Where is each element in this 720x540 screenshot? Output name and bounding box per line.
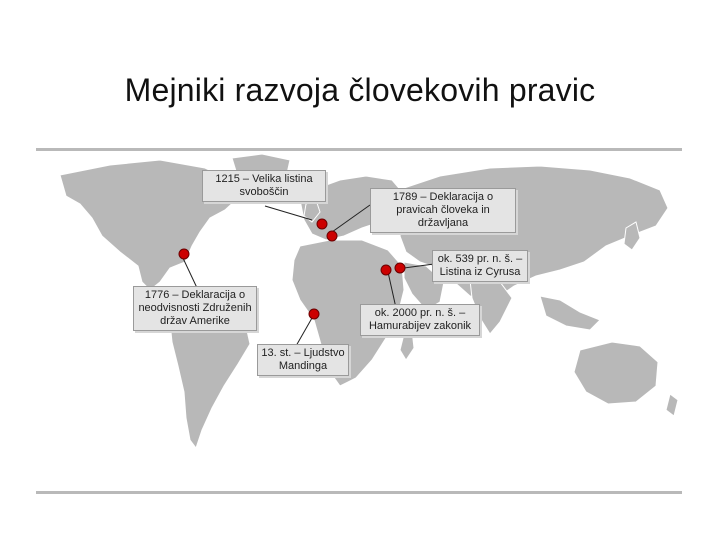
bottom-divider (36, 491, 682, 494)
new-zealand (666, 394, 678, 416)
marker-hammurabi (381, 265, 391, 275)
marker-cyrus (395, 263, 405, 273)
leader-manden (296, 318, 312, 346)
label-french-declaration: 1789 – Deklaracija o pravicah človeka in državljana (370, 188, 516, 233)
southeast-asia (540, 296, 600, 330)
label-cyrus: ok. 539 pr. n. š. – Listina iz Cyrusa (432, 250, 528, 282)
label-manden: 13. st. – Ljudstvo Mandinga (257, 344, 349, 376)
marker-american-declaration (179, 249, 189, 259)
slide-title: Mejniki razvoja človekovih pravic (124, 72, 596, 108)
marker-magna-carta (317, 219, 327, 229)
marker-manden (309, 309, 319, 319)
label-hammurabi: ok. 2000 pr. n. š. – Hamurabijev zakonik (360, 304, 480, 336)
label-magna-carta: 1215 – Velika listina svoboščin (202, 170, 326, 202)
marker-french-declaration (327, 231, 337, 241)
australia (574, 342, 658, 404)
label-american-declaration: 1776 – Deklaracija o neodvisnosti Združenih držav Amerike (133, 286, 257, 331)
leader-american-declaration (182, 256, 198, 290)
